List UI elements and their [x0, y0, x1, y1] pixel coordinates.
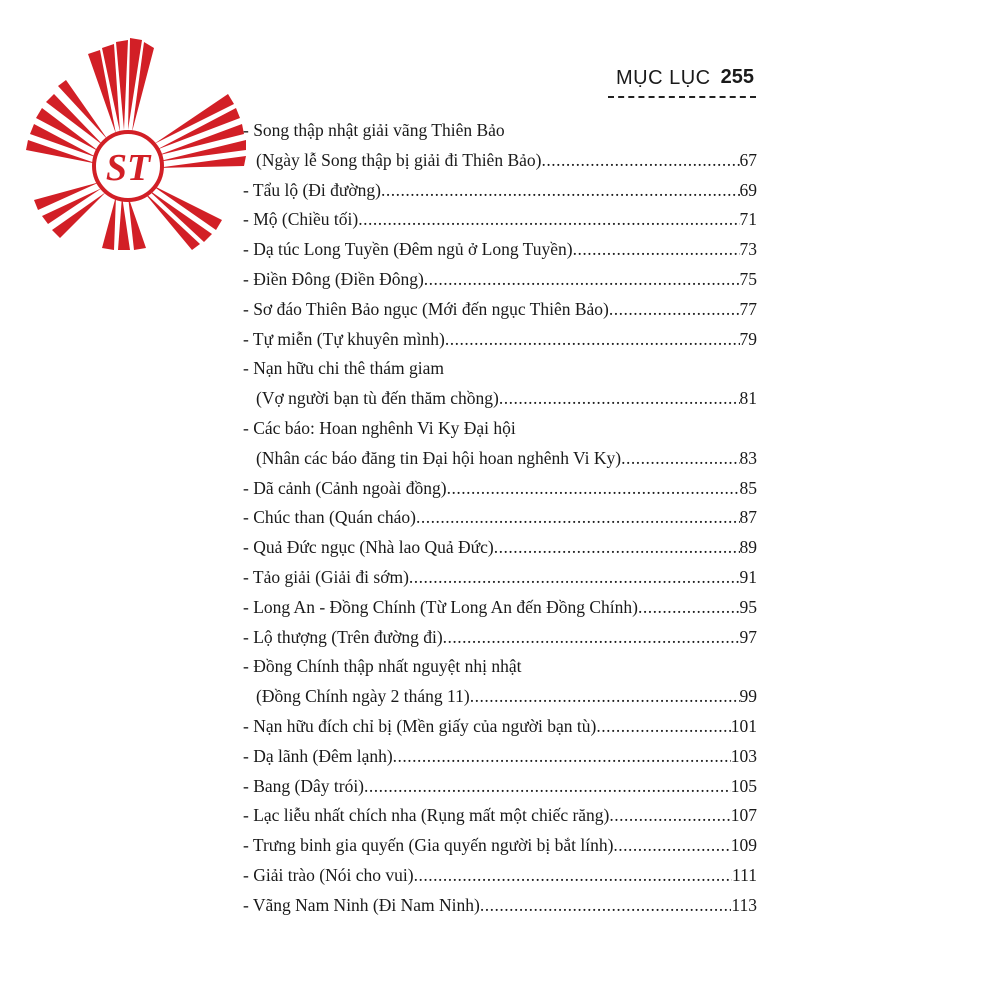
- dot-leader: [447, 474, 740, 504]
- toc-entry-title: - Dạ túc Long Tuyền (Đêm ngủ ở Long Tuyền): [243, 239, 573, 260]
- toc-entry: [243, 712, 757, 742]
- toc-entry: [243, 533, 757, 563]
- toc-entry-title: - Song thập nhật giải vãng Thiên Bảo: [243, 120, 505, 140]
- toc-entry-title: - Bang (Dây trói): [243, 775, 365, 796]
- toc-entry: [243, 354, 757, 384]
- dot-leader: [416, 503, 740, 533]
- toc-entry-page: 87: [739, 507, 757, 528]
- dot-leader: [424, 265, 740, 295]
- toc-entry: [243, 861, 757, 891]
- dot-leader: [393, 742, 731, 772]
- dot-leader: [480, 891, 732, 921]
- toc-entry: [243, 593, 757, 623]
- toc-entry-title: - Tẩu lộ (Đi đường): [243, 179, 381, 200]
- section-title: MỤC LỤC: [616, 67, 711, 89]
- logo-text: ST: [105, 147, 151, 189]
- toc-entry-title: (Nhân các báo đăng tin Đại hội hoan nghênh Vi Ky): [256, 447, 622, 468]
- toc-entry-title: - Vãng Nam Ninh (Đi Nam Ninh): [243, 894, 480, 915]
- toc-entry: [243, 325, 757, 355]
- dot-leader: [364, 772, 731, 802]
- toc-entry-page: 69: [739, 179, 757, 200]
- toc-entry-title: (Đồng Chính ngày 2 tháng 11): [256, 686, 470, 707]
- table-of-contents: [243, 116, 757, 921]
- toc-entry: [243, 742, 757, 772]
- toc-entry-title: (Vợ người bạn tù đến thăm chồng): [256, 388, 499, 409]
- toc-entry-title: - Dạ lãnh (Đêm lạnh): [243, 745, 393, 766]
- toc-entry-page: 75: [739, 268, 757, 289]
- toc-entry-title: - Nạn hữu đích chỉ bị (Mền giấy của người bạn tù): [243, 715, 597, 736]
- toc-entry: [243, 772, 757, 802]
- toc-entry-title: - Nạn hữu chi thê thám giam: [243, 358, 444, 379]
- toc-entry-page: 85: [739, 477, 757, 498]
- toc-entry: [243, 414, 757, 444]
- dot-leader: [470, 682, 740, 712]
- toc-entry: [243, 801, 757, 831]
- toc-entry-title: - Đồng Chính thập nhất nguyệt nhị nhật: [243, 656, 522, 677]
- toc-entry-title: - Dã cảnh (Cảnh ngoài đồng): [243, 477, 447, 498]
- toc-entry-page: 83: [739, 447, 757, 468]
- toc-entry-page: 99: [739, 686, 757, 707]
- toc-entry-title: - Giải trào (Nói cho vui): [243, 864, 414, 885]
- toc-entry-page: 89: [739, 537, 757, 558]
- dot-leader: [609, 801, 730, 831]
- toc-entry-title: - Long An - Đồng Chính (Từ Long An đến Đồng Chính): [243, 596, 638, 617]
- toc-entry-page: 101: [730, 715, 757, 736]
- toc-entry-page: 97: [739, 626, 757, 647]
- toc-entry-page: 77: [739, 298, 757, 319]
- toc-entry-page: 109: [730, 835, 757, 856]
- dot-leader: [573, 235, 740, 265]
- toc-entry-page: 105: [730, 775, 757, 796]
- toc-entry-page: 71: [739, 209, 757, 230]
- dot-leader: [541, 146, 739, 176]
- toc-entry: [243, 563, 757, 593]
- dot-leader: [414, 861, 732, 891]
- toc-entry-page: 95: [739, 596, 757, 617]
- toc-entry: [243, 831, 757, 861]
- toc-entry-page: 73: [739, 239, 757, 260]
- dot-leader: [381, 176, 740, 206]
- dot-leader: [409, 563, 740, 593]
- toc-entry-page: 91: [739, 566, 757, 587]
- toc-entry: [243, 891, 757, 921]
- dot-leader: [621, 444, 739, 474]
- dot-leader: [358, 205, 739, 235]
- toc-entry-title: - Tảo giải (Giải đi sớm): [243, 566, 409, 587]
- toc-entry-title: - Quả Đức ngục (Nhà lao Quả Đức): [243, 537, 494, 558]
- toc-entry-title: - Trưng binh gia quyến (Gia quyến người bị bắt lính): [243, 835, 614, 856]
- publisher-logo-icon: [16, 24, 266, 254]
- toc-entry: [243, 205, 757, 235]
- toc-entry-title: - Tự miễn (Tự khuyên mình): [243, 328, 445, 349]
- toc-entry: [243, 295, 757, 325]
- page-header: [608, 64, 756, 98]
- toc-entry-title: (Ngày lễ Song thập bị giải đi Thiên Bảo): [256, 149, 542, 170]
- toc-entry: [243, 265, 757, 295]
- dot-leader: [596, 712, 730, 742]
- toc-entry: [243, 503, 757, 533]
- toc-entry-title: - Lạc liễu nhất chích nha (Rụng mất một chiếc răng): [243, 805, 610, 826]
- toc-entry-title: - Các báo: Hoan nghênh Vi Ky Đại hội: [243, 417, 516, 438]
- dot-leader: [443, 623, 740, 653]
- dot-leader: [609, 295, 740, 325]
- toc-entry-page: 107: [730, 805, 757, 826]
- toc-entry-page: 67: [739, 149, 757, 170]
- toc-entry: [243, 235, 757, 265]
- dot-leader: [499, 384, 740, 414]
- dot-leader: [494, 533, 740, 563]
- dot-leader: [638, 593, 740, 623]
- toc-entry: [243, 384, 757, 414]
- toc-entry-title: - Lộ thượng (Trên đường đi): [243, 626, 443, 647]
- toc-entry: [243, 444, 757, 474]
- toc-entry-title: - Mộ (Chiều tối): [243, 209, 359, 230]
- toc-entry: [243, 623, 757, 653]
- toc-entry: [243, 652, 757, 682]
- toc-entry-page: 79: [739, 328, 757, 349]
- toc-entry: [243, 176, 757, 206]
- toc-entry-page: 81: [739, 388, 757, 409]
- toc-entry: [243, 474, 757, 504]
- toc-entry-page: 111: [732, 864, 757, 885]
- dot-leader: [445, 325, 740, 355]
- toc-entry-page: 113: [731, 894, 757, 915]
- toc-entry: [243, 146, 757, 176]
- toc-entry: [243, 682, 757, 712]
- toc-entry-title: - Điền Đông (Điền Đông): [243, 268, 424, 289]
- page-number: 255: [720, 66, 754, 88]
- toc-entry-title: - Chúc than (Quán cháo): [243, 507, 416, 528]
- toc-entry-page: 103: [730, 745, 757, 766]
- toc-entry-title: - Sơ đáo Thiên Bảo ngục (Mới đến ngục Thiên Bảo): [243, 298, 609, 319]
- dot-leader: [613, 831, 730, 861]
- toc-entry: [243, 116, 757, 146]
